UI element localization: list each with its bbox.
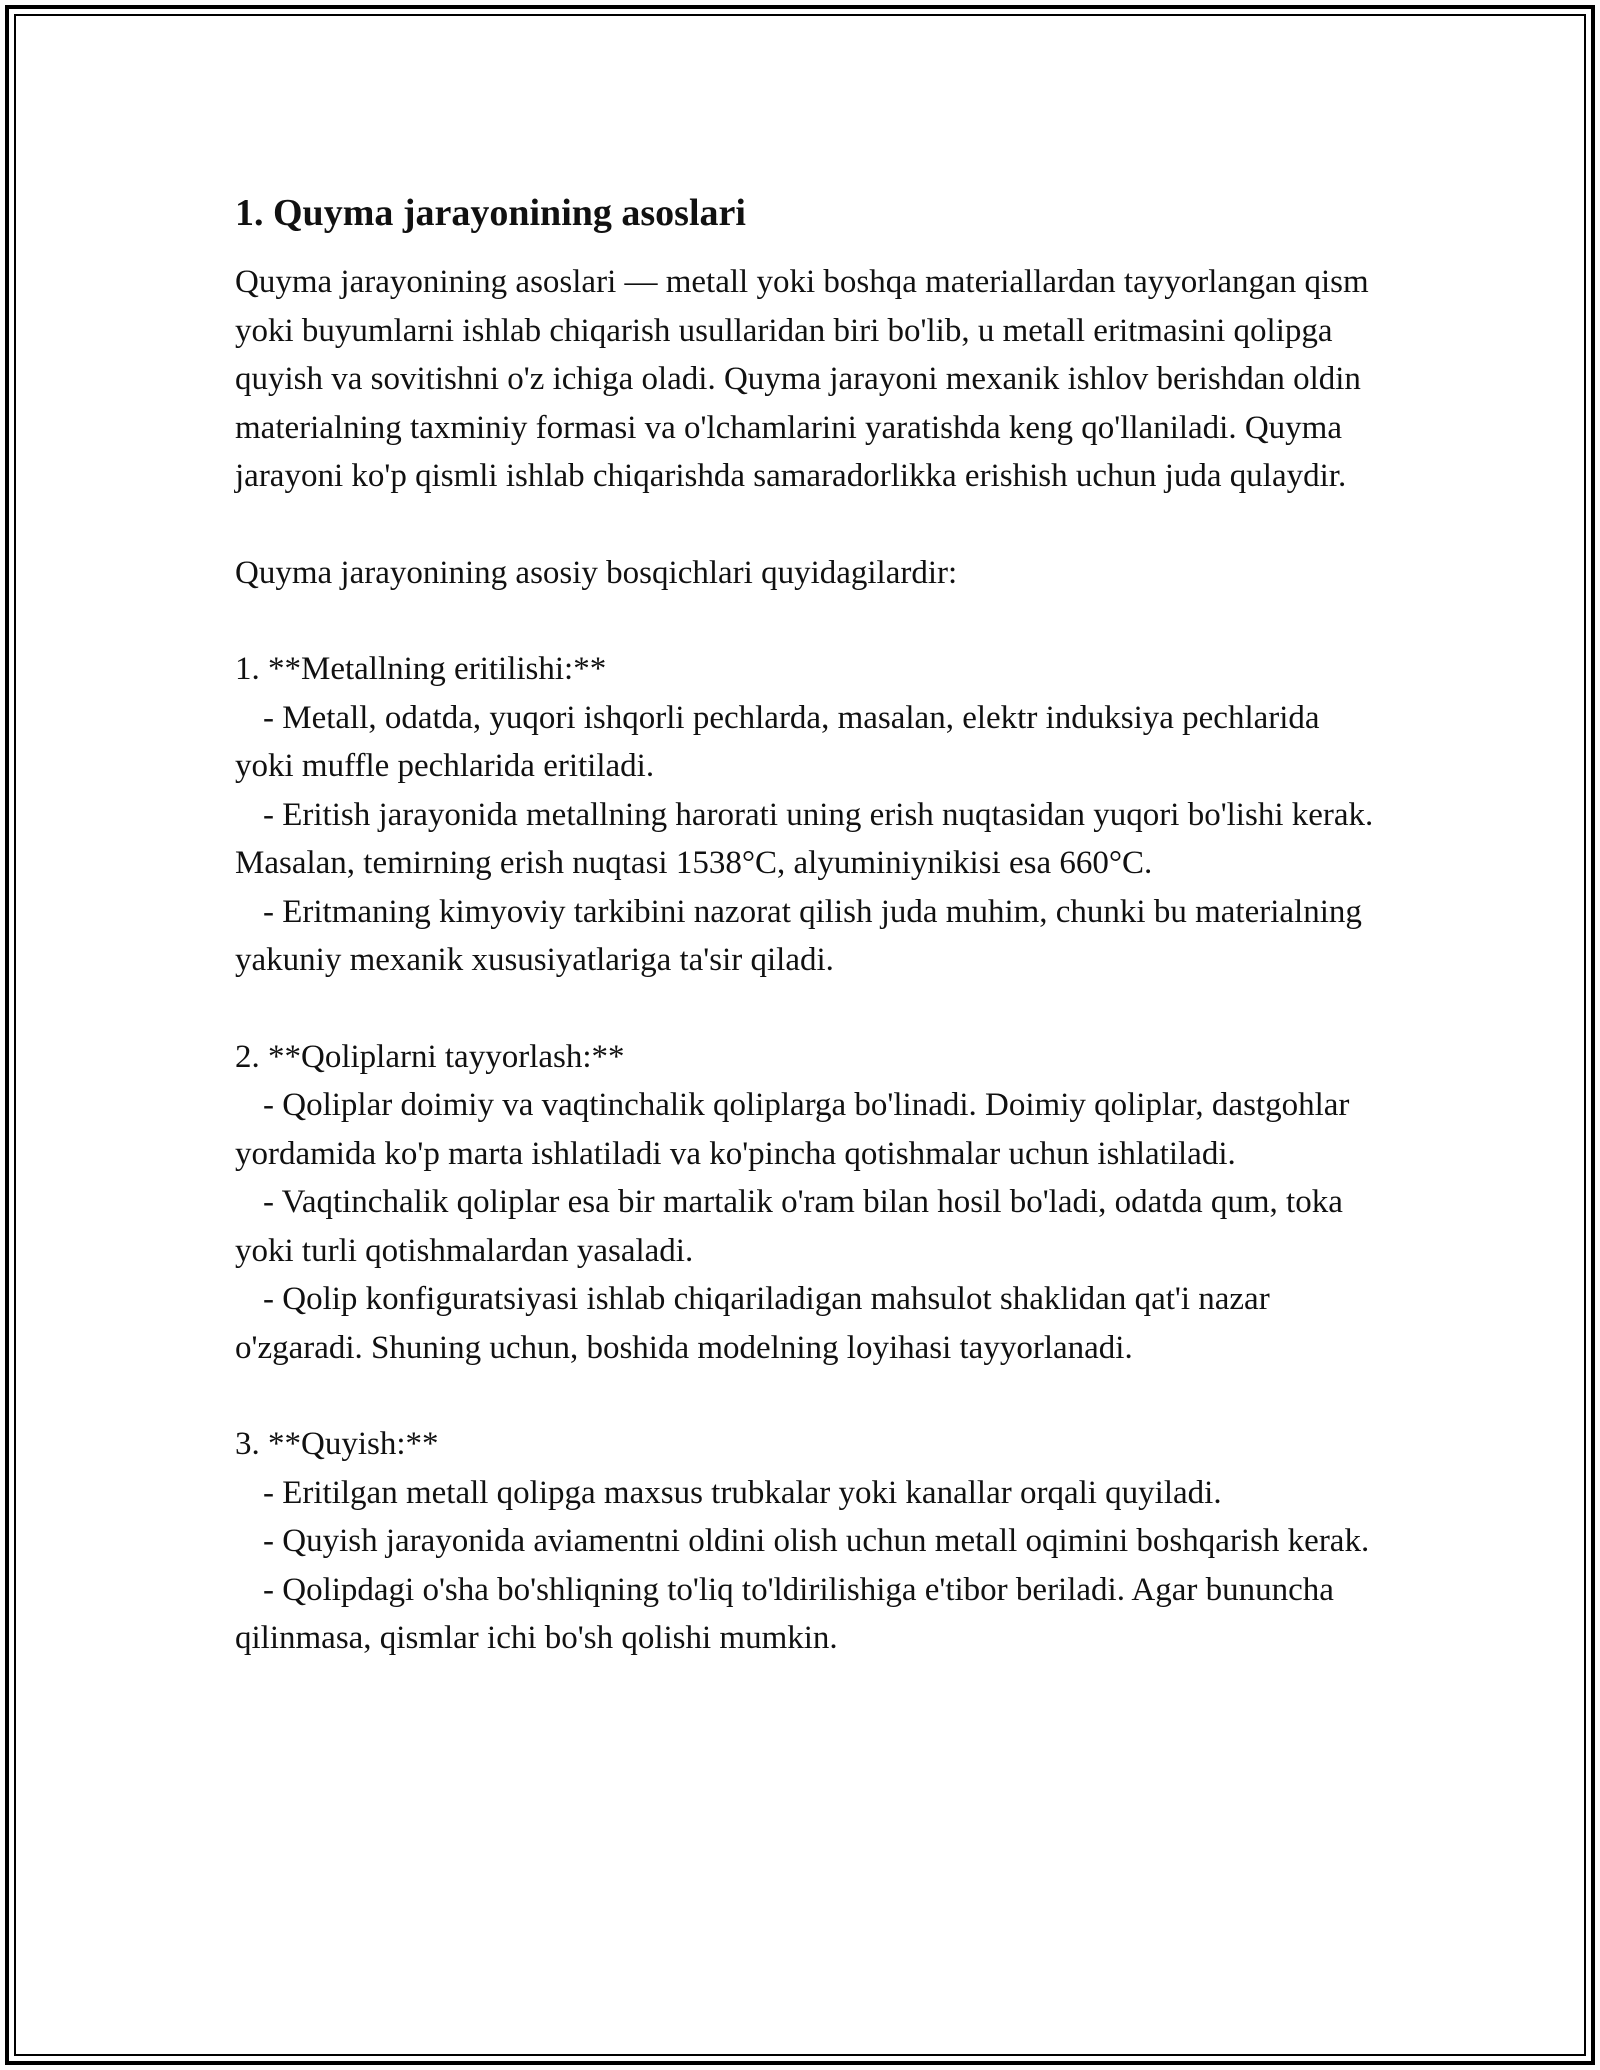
stage-title: 2. **Qoliplarni tayyorlash:** bbox=[235, 1038, 625, 1075]
stage-bullet bbox=[235, 694, 1385, 791]
stage-bullet-text: - Eritmaning kimyoviy tarkibini nazorat qilish juda muhim, chunki bu materialning yakuniy mexanik xususiyatlariga ta'sir qiladi. bbox=[235, 893, 1362, 978]
document-body bbox=[235, 186, 1385, 1711]
section-heading: 1. Quyma jarayonining asoslari bbox=[235, 192, 746, 234]
stage-title: 3. **Quyish:** bbox=[235, 1426, 439, 1462]
stage-bullet bbox=[235, 1566, 1385, 1663]
stage-bullet bbox=[235, 1275, 1385, 1372]
stage-bullet bbox=[235, 1517, 1385, 1566]
stage-bullet-text: - Vaqtinchalik qoliplar esa bir martalik o'ram bilan hosil bo'ladi, odatda qum, toka yoki turli qotishmalardan yasaladi. bbox=[235, 1184, 1343, 1269]
stage-section bbox=[235, 645, 1385, 985]
stage-bullet-text: - Eritish jarayonida metallning harorati uning erish nuqtasidan yuqori bo'lishi kerak. Masalan, temirning erish nuqtasi 1538°C, alyuminiynikisi esa 660°C. bbox=[235, 796, 1374, 881]
stage-bullet-text: - Eritilgan metall qolipga maxsus trubkalar yoki kanallar orqali quyiladi. bbox=[263, 1474, 1222, 1511]
stage-bullet bbox=[235, 1081, 1385, 1178]
intro-paragraph: Quyma jarayonining asoslari — metall yoki boshqa materiallardan tayyorlangan qism yoki buyumlarni ishlab chiqarish usullaridan biri bo'lib, u metall eritmasini qolipga quyish va sovitishni o'z ichiga oladi. Quyma jarayoni mexanik ishlov berishdan oldin materialning taxminiy formasi va o'lchamlarini yaratishda keng qo'llaniladi. Quyma jarayoni ko'p qismli ishlab chiqarishda samaradorlikka erishish uchun juda qulaydir. bbox=[235, 264, 1369, 494]
stage-section bbox=[235, 1420, 1385, 1663]
stage-title: 1. **Metallning eritilishi:** bbox=[235, 651, 607, 687]
stage-bullet-text: - Qolipdagi o'sha bo'shliqning to'liq to'ldirilishiga e'tibor beriladi. Agar bununcha qilinmasa, qismlar ichi bo'sh qolishi mumkin. bbox=[235, 1571, 1334, 1656]
stage-bullet-text: - Quyish jarayonida aviamentni oldini olish uchun metall oqimini boshqarish kerak. bbox=[263, 1523, 1370, 1559]
stage-bullet-text: - Qolip konfiguratsiyasi ishlab chiqariladigan mahsulot shaklidan qat'i nazar o'zgaradi. Shuning uchun, boshida modelning loyihasi tayyorlanadi. bbox=[235, 1281, 1270, 1366]
stage-bullet-text: - Qoliplar doimiy va vaqtinchalik qoliplarga bo'linadi. Doimiy qoliplar, dastgohlar yordamida ko'p marta ishlatiladi va ko'pincha qotishmalar uchun ishlatiladi. bbox=[235, 1087, 1350, 1172]
stage-section bbox=[235, 1033, 1385, 1373]
stage-bullet bbox=[235, 1469, 1385, 1518]
stage-bullet-text: - Metall, odatda, yuqori ishqorli pechlarda, masalan, elektr induksiya pechlarida yoki muffle pechlarida eritiladi. bbox=[235, 699, 1320, 784]
stage-bullet bbox=[235, 791, 1385, 888]
stage-bullet bbox=[235, 888, 1385, 985]
stage-bullet bbox=[235, 1178, 1385, 1275]
stages-intro-paragraph: Quyma jarayonining asosiy bosqichlari quyidagilardir: bbox=[235, 554, 958, 591]
